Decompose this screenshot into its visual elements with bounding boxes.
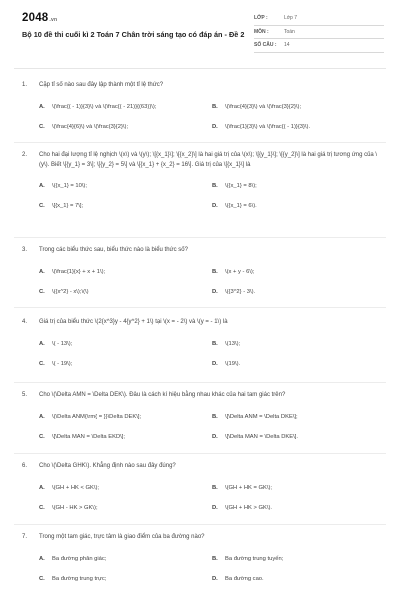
option-letter: C. [39, 123, 45, 130]
answer-options [39, 340, 386, 369]
option-text: \({x_1} = 8\); [225, 183, 257, 189]
question-number: 4. [22, 319, 28, 325]
answer-options [39, 182, 386, 211]
option-text: Ba đường cao. [225, 575, 264, 582]
option-text: \(\frac{4}{6}\) và \(\frac{3}{2}\); [52, 123, 129, 130]
meta-value: 14 [284, 42, 290, 49]
answer-option-c[interactable] [39, 504, 212, 513]
answer-option-c[interactable] [39, 288, 212, 297]
option-text: \(GH - HK > GK\); [52, 504, 98, 511]
answer-option-b[interactable] [212, 413, 385, 422]
question-7 [22, 533, 386, 584]
answer-option-c[interactable] [39, 202, 212, 211]
answer-options [39, 484, 386, 513]
answer-option-a[interactable] [39, 413, 212, 422]
option-text: \[\Delta ANM = \Delta DKE\]; [225, 413, 298, 420]
meta-label: MÔN : [254, 28, 269, 35]
option-letter: A. [39, 555, 45, 562]
question-divider [14, 307, 386, 308]
option-letter: B. [212, 484, 218, 491]
answer-option-b[interactable] [212, 268, 385, 277]
option-text: \[{x_1} = 7\]; [52, 203, 84, 209]
option-letter: B. [212, 555, 218, 562]
question-stem: Cho hai đại lượng tỉ lệ nghịch \(x\) và \(y\); \[{x_1}\]; \[{x_2}\] là hai giá trị của \(x\); \[{y_1}\]; \[{y_2}\] là hai giá trị tương ứng của \(y\). Biết \[{y_1} = 3\]; \[{y_2} = 5\] và \[{x_1} + {x_2} = 16\]. Giá trị của \[{x_1}\] là [39, 152, 378, 168]
question-1 [22, 81, 386, 132]
meta-label: SỐ CÂU : [254, 42, 277, 49]
question-stem: Giá trị của biểu thức \(2{x^3}y - 4{y^2} + 1\) tại \(x = - 2\) và \(y = - 1\) là [39, 319, 228, 325]
option-letter: A. [39, 268, 45, 275]
option-letter: A. [39, 340, 45, 347]
option-text: \(GH + HK > GK\). [225, 504, 273, 511]
answer-options [39, 103, 386, 132]
question-divider [14, 237, 386, 238]
option-letter: B. [212, 183, 218, 189]
answer-option-b[interactable] [212, 182, 385, 191]
option-letter: B. [212, 268, 218, 275]
option-text: \(\frac{( - 1)}{3}\) và \(\frac{( - 21)}{(63)}\); [52, 103, 157, 110]
answer-option-a[interactable] [39, 484, 212, 493]
option-letter: D. [212, 203, 218, 209]
question-divider [14, 142, 386, 143]
question-3 [22, 246, 386, 297]
answer-option-a[interactable] [39, 340, 212, 349]
header-divider [14, 68, 386, 69]
option-letter: A. [39, 484, 45, 491]
answer-option-b[interactable] [212, 340, 385, 349]
option-letter: D. [212, 123, 218, 130]
option-letter: C. [39, 203, 45, 209]
question-number: 5. [22, 392, 28, 398]
option-letter: D. [212, 504, 218, 511]
meta-row-question-count [254, 39, 384, 53]
question-number: 2. [22, 152, 28, 158]
option-text: \(\frac{1}{3}\) và \(\frac{( - 1)}{3}\). [225, 123, 311, 130]
option-text: \({x_1} = 6\). [225, 203, 257, 209]
meta-label: LỚP : [254, 15, 268, 22]
option-text: \( - 19\); [52, 360, 73, 367]
option-text: \(\Delta ANM{\rm{ = }}\Delta DEK\]; [52, 413, 142, 420]
question-2 [22, 151, 386, 211]
answer-option-a[interactable] [39, 182, 212, 191]
answer-option-b[interactable] [212, 484, 385, 493]
question-number: 3. [22, 247, 28, 253]
site-logo[interactable] [22, 12, 57, 24]
question-stem: Trong một tam giác, trực tâm là giao điểm của ba đường nào? [39, 534, 205, 540]
answer-options [39, 413, 386, 442]
brand-suffix: .vn [49, 17, 58, 23]
question-divider [14, 382, 386, 383]
answer-option-d[interactable] [212, 433, 385, 442]
answer-options [39, 555, 386, 584]
option-text: \(19\). [225, 360, 241, 367]
question-divider [14, 453, 386, 454]
option-text: \(\frac{4}{3}\) và \(\frac{3}{2}\); [225, 103, 302, 110]
question-number: 1. [22, 82, 28, 88]
question-stem: Cặp tỉ số nào sau đây lập thành một tỉ lệ thức? [39, 82, 164, 88]
exam-meta-table [254, 12, 384, 53]
answer-option-d[interactable] [212, 288, 385, 297]
option-text: \(x + y - 6\); [225, 268, 255, 275]
option-text: \(GH + HK = GK\); [225, 484, 273, 491]
option-text: \( - 13\); [52, 340, 73, 347]
answer-option-a[interactable] [39, 555, 212, 564]
question-5 [22, 391, 386, 442]
option-text: \({x_1} = 10\); [52, 183, 87, 189]
exam-title: Bộ 10 đề thi cuối kì 2 Toán 7 Chân trời sáng tạo có đáp án - Đề 2 [22, 30, 245, 39]
meta-value: Lớp 7 [284, 15, 298, 22]
answer-option-d[interactable] [212, 123, 385, 132]
option-text: \[\Delta MAN = \Delta EKD\]; [52, 433, 125, 440]
option-text: \[\Delta MAN = \Delta DKE\]. [225, 433, 298, 440]
option-letter: B. [212, 413, 218, 420]
option-text: \(GH + HK < GK\); [52, 484, 100, 491]
option-letter: A. [39, 103, 45, 110]
brand-name: 2048 [22, 12, 49, 24]
option-letter: A. [39, 413, 45, 420]
option-letter: C. [39, 575, 45, 582]
option-text: Ba đường phân giác; [52, 555, 107, 562]
answer-option-d[interactable] [212, 360, 385, 369]
meta-value: Toán [284, 28, 295, 35]
option-text: \({3^2} - 3\). [225, 288, 256, 295]
option-letter: C. [39, 504, 45, 511]
option-letter: C. [39, 288, 45, 295]
option-text: Ba đường trung trực; [52, 575, 107, 582]
option-letter: A. [39, 183, 45, 189]
option-text: Ba đường trung tuyến; [225, 555, 284, 562]
question-stem: Cho \(\Delta AMN = \Delta DEK\). Đâu là cách kí hiệu bằng nhau khác của hai tam giác trên? [39, 392, 286, 398]
question-stem: Cho \(\Delta GHK\). Khẳng định nào sau đây đúng? [39, 463, 176, 469]
question-4 [22, 318, 386, 369]
meta-row-class [254, 12, 384, 26]
option-letter: C. [39, 433, 45, 440]
question-divider [14, 524, 386, 525]
question-stem: Trong các biểu thức sau, biểu thức nào là biểu thức số? [39, 247, 188, 253]
question-6 [22, 462, 386, 513]
answer-option-b[interactable] [212, 555, 385, 564]
option-text: \({x^2} - x\);\(\) [52, 288, 89, 295]
option-letter: C. [39, 360, 45, 367]
answer-option-d[interactable] [212, 575, 385, 584]
option-letter: D. [212, 288, 218, 295]
answer-option-b[interactable] [212, 103, 385, 112]
answer-option-c[interactable] [39, 123, 212, 132]
option-letter: D. [212, 433, 218, 440]
option-letter: B. [212, 340, 218, 347]
answer-option-d[interactable] [212, 504, 385, 513]
question-number: 6. [22, 463, 28, 469]
answer-option-d[interactable] [212, 202, 385, 211]
option-letter: D. [212, 575, 218, 582]
meta-row-subject [254, 26, 384, 40]
answer-options [39, 268, 386, 297]
answer-option-c[interactable] [39, 360, 212, 369]
answer-option-a[interactable] [39, 268, 212, 277]
answer-option-a[interactable] [39, 103, 212, 112]
answer-option-c[interactable] [39, 433, 212, 442]
option-text: \(13\); [225, 340, 241, 347]
option-letter: B. [212, 103, 218, 110]
answer-option-c[interactable] [39, 575, 212, 584]
option-letter: D. [212, 360, 218, 367]
option-text: \(\frac{1}{x} + x + 1\); [52, 268, 106, 275]
question-number: 7. [22, 534, 28, 540]
